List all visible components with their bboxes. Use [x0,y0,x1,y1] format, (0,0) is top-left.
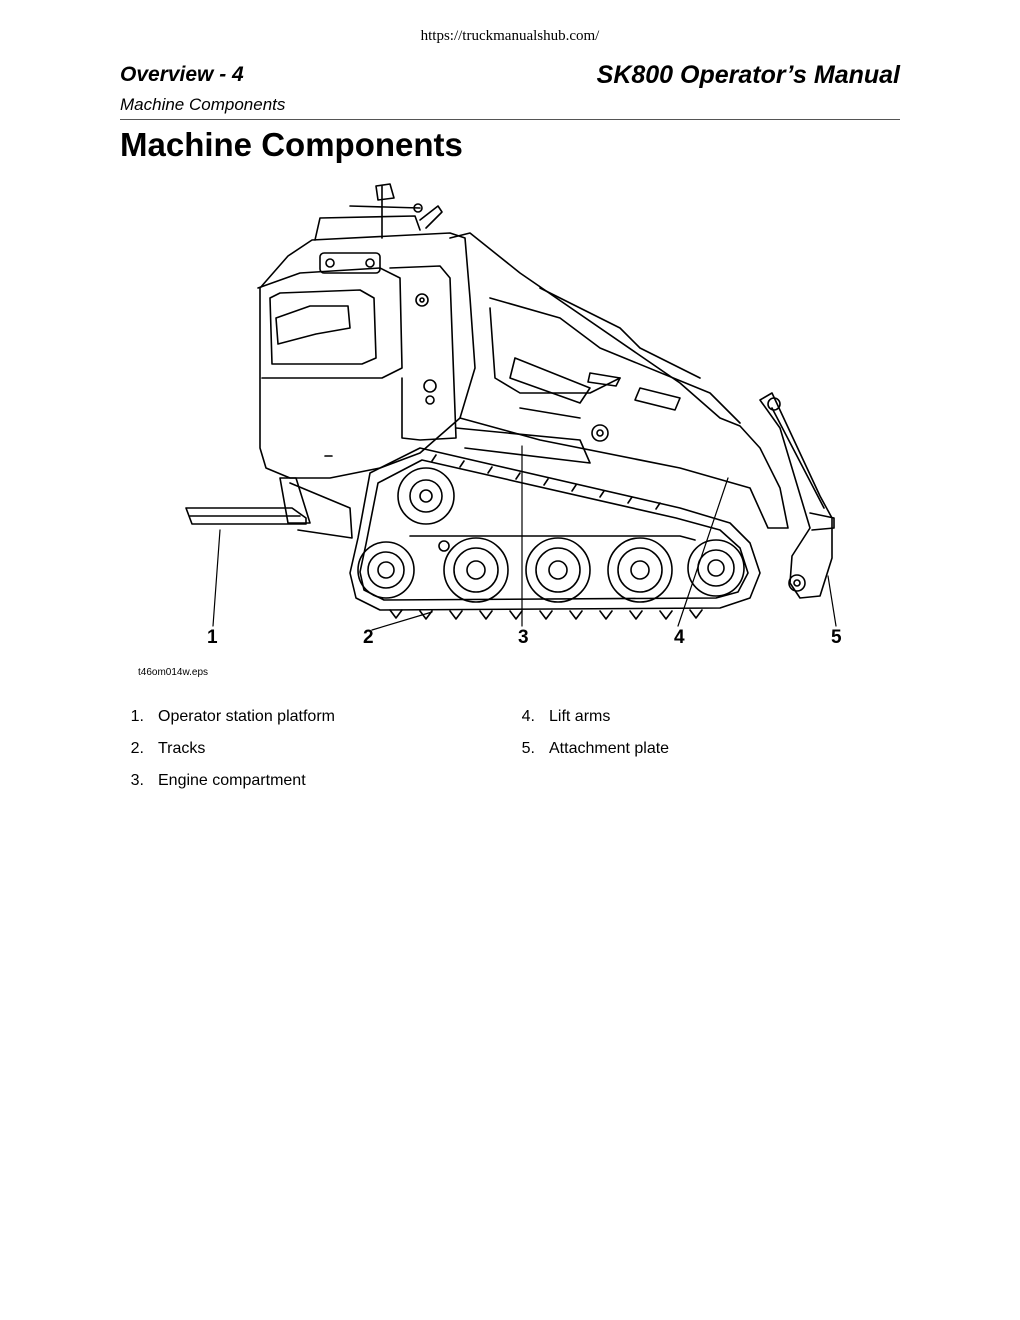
legend-item [120,740,335,772]
leader-lines [213,446,836,630]
legend-label: Operator station platform [158,708,335,725]
legend-label: Tracks [158,740,206,757]
legend-item [120,772,335,804]
legend-number: 3. [130,772,144,789]
subsection-header: Machine Components [120,95,286,114]
figure-file-id: t46om014w.eps [138,667,209,678]
callout-4: 4 [674,627,685,648]
legend-item [120,708,335,740]
engine-compartment-shape [258,184,475,478]
machine-illustration [120,178,900,658]
callout-5: 5 [831,627,842,648]
legend-label: Engine compartment [158,772,306,789]
header-divider [120,119,900,120]
legend-label: Lift arms [549,708,611,725]
section-header: Overview - 4 [120,63,244,86]
legend-number: 2. [130,740,144,757]
operator-platform-shape [186,478,352,538]
legend-number: 4. [521,708,535,725]
page-title: Machine Components [120,126,463,163]
source-url: https://truckmanualshub.com/ [420,28,600,44]
legend-item [511,708,669,740]
legend-number: 1. [130,708,144,725]
callout-1: 1 [207,627,218,648]
callout-2: 2 [363,627,374,648]
legend-item [511,740,669,772]
legend-right-column [511,708,669,772]
legend-label: Attachment plate [549,740,670,757]
manual-title: SK800 Operator’s Manual [596,61,900,89]
legend-number: 5. [521,740,535,757]
callout-3: 3 [518,627,529,648]
legend-left-column [120,708,335,804]
attachment-plate-shape [760,393,834,598]
lift-arms-shape [450,233,788,528]
